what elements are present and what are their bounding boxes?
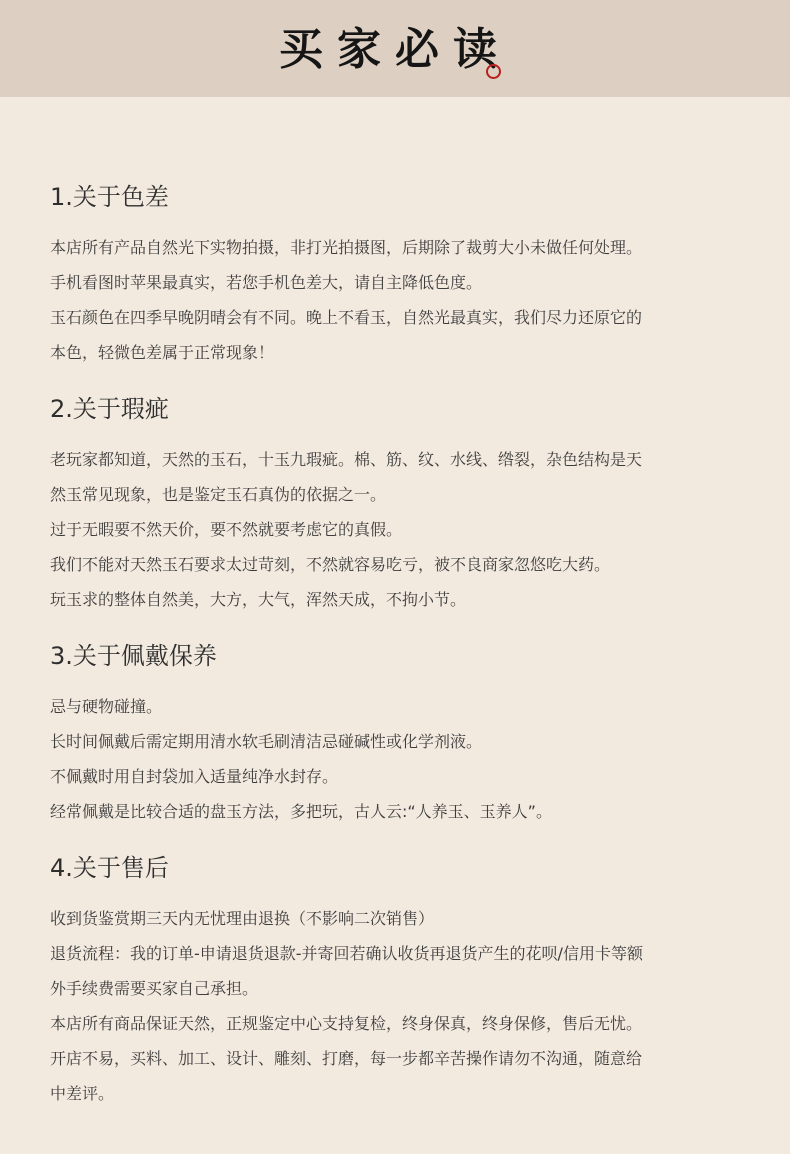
section-line: 收到货鉴赏期三天内无忧理由退换（不影响二次销售） (50, 909, 435, 928)
section-line: 玩玉求的整体自然美，大方，大气，浑然天成，不拘小节。 (50, 590, 467, 609)
section-line: 经常佩戴是比较合适的盘玉方法，多把玩，古人云:“人养玉、玉养人”。 (50, 802, 552, 821)
seal-circle-icon (486, 64, 501, 79)
page-title: 买家必读 (279, 24, 511, 75)
notice-content (50, 180, 750, 1133)
section-line: 不佩戴时用自封袋加入适量纯净水封存。 (50, 767, 339, 786)
section-flaws (50, 392, 750, 617)
section-line: 本色，轻微色差属于正常现象！ (50, 343, 275, 362)
section-line: 退货流程：我的订单-申请退货退款-并寄回若确认收货再退货产生的花呗/信用卡等额 (50, 944, 643, 963)
section-title: 2.关于瑕疵 (50, 395, 169, 423)
section-line: 本店所有商品保证天然，正规鉴定中心支持复检，终身保真，终身保修，售后无忧。 (50, 1014, 643, 1033)
header-banner (0, 0, 790, 97)
section-line: 然玉常见现象，也是鉴定玉石真伪的依据之一。 (50, 485, 387, 504)
section-line: 忌与硬物碰撞。 (50, 697, 163, 716)
section-line: 手机看图时苹果最真实，若您手机色差大，请自主降低色度。 (50, 273, 483, 292)
section-line: 我们不能对天然玉石要求太过苛刻，不然就容易吃亏，被不良商家忽悠吃大药。 (50, 555, 611, 574)
section-line: 中差评。 (50, 1084, 115, 1103)
section-line: 长时间佩戴后需定期用清水软毛刷清洁忌碰碱性或化学剂液。 (50, 732, 483, 751)
section-color-difference (50, 180, 750, 370)
section-title: 4.关于售后 (50, 854, 169, 882)
section-title: 1.关于色差 (50, 183, 169, 211)
section-after-sales (50, 851, 750, 1111)
section-line: 老玩家都知道，天然的玉石，十玉九瑕疵。棉、筋、纹、水线、绺裂，杂色结构是天 (50, 450, 643, 469)
section-line: 本店所有产品自然光下实物拍摄，非打光拍摄图，后期除了裁剪大小未做任何处理。 (50, 238, 643, 257)
section-wear-care (50, 639, 750, 829)
section-line: 外手续费需要买家自己承担。 (50, 979, 259, 998)
section-line: 玉石颜色在四季早晚阴晴会有不同。晚上不看玉，自然光最真实，我们尽力还原它的 (50, 308, 643, 327)
section-title: 3.关于佩戴保养 (50, 642, 217, 670)
section-line: 过于无暇要不然天价，要不然就要考虑它的真假。 (50, 520, 403, 539)
section-line: 开店不易，买料、加工、设计、雕刻、打磨，每一步都辛苦操作请勿不沟通，随意给 (50, 1049, 643, 1068)
